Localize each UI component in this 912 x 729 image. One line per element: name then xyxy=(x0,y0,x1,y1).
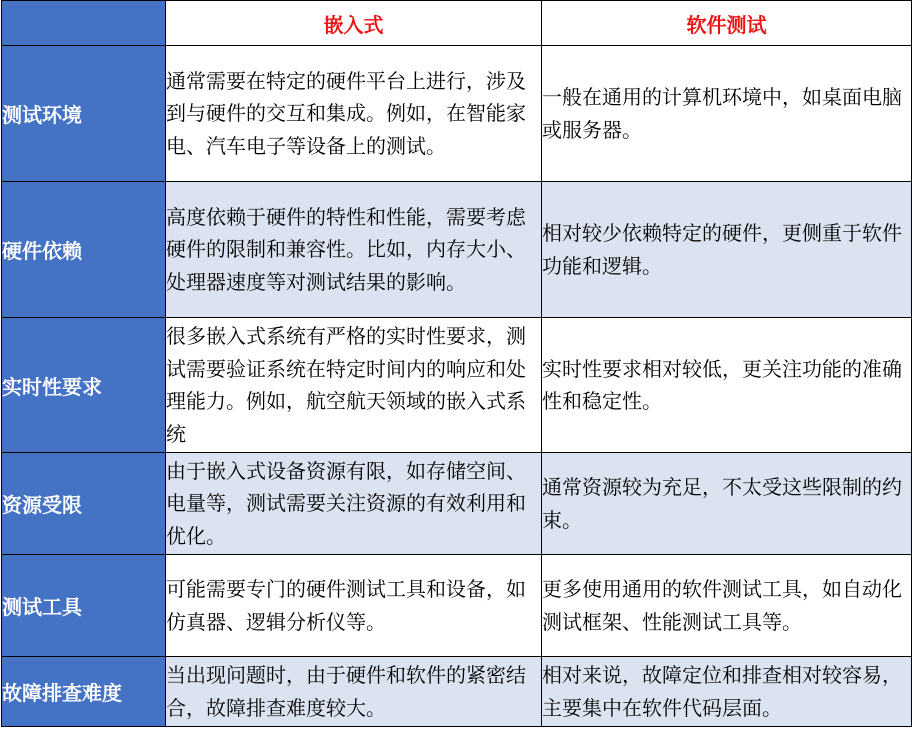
software-cell: 更多使用通用的软件测试工具，如自动化测试框架、性能测试工具等。 xyxy=(542,555,912,657)
row-test-environment xyxy=(2,46,912,182)
row-label: 测试环境 xyxy=(2,46,166,182)
software-cell: 相对较少依赖特定的硬件，更侧重于软件功能和逻辑。 xyxy=(542,182,912,318)
row-label: 测试工具 xyxy=(2,555,166,657)
row-resource-constraints xyxy=(2,453,912,555)
software-cell: 相对来说，故障定位和排查相对较容易，主要集中在软件代码层面。 xyxy=(542,657,912,727)
software-cell: 通常资源较为充足，不太受这些限制的约束。 xyxy=(542,453,912,555)
software-cell: 一般在通用的计算机环境中，如桌面电脑或服务器。 xyxy=(542,46,912,182)
row-troubleshooting-difficulty xyxy=(2,657,912,727)
header-corner-cell xyxy=(2,1,166,46)
embedded-cell: 高度依赖于硬件的特性和性能，需要考虑硬件的限制和兼容性。比如，内存大小、处理器速度等对测试结果的影响。 xyxy=(166,182,542,318)
row-realtime-requirement xyxy=(2,318,912,453)
embedded-cell: 当出现问题时，由于硬件和软件的紧密结合，故障排查难度较大。 xyxy=(166,657,542,727)
embedded-cell: 由于嵌入式设备资源有限，如存储空间、电量等，测试需要关注资源的有效利用和优化。 xyxy=(166,453,542,555)
row-hardware-dependency xyxy=(2,182,912,318)
header-row xyxy=(2,1,912,46)
header-software-testing: 软件测试 xyxy=(542,1,912,46)
embedded-cell: 很多嵌入式系统有严格的实时性要求，测试需要验证系统在特定时间内的响应和处理能力。例如，航空航天领域的嵌入式系统 xyxy=(166,318,542,453)
row-label: 故障排查难度 xyxy=(2,657,166,727)
embedded-cell: 可能需要专门的硬件测试工具和设备，如仿真器、逻辑分析仪等。 xyxy=(166,555,542,657)
embedded-cell: 通常需要在特定的硬件平台上进行，涉及到与硬件的交互和集成。例如，在智能家电、汽车电子等设备上的测试。 xyxy=(166,46,542,182)
header-embedded: 嵌入式 xyxy=(166,1,542,46)
row-label: 资源受限 xyxy=(2,453,166,555)
comparison-table xyxy=(1,0,912,727)
row-test-tools xyxy=(2,555,912,657)
row-label: 硬件依赖 xyxy=(2,182,166,318)
row-label: 实时性要求 xyxy=(2,318,166,453)
software-cell: 实时性要求相对较低，更关注功能的准确性和稳定性。 xyxy=(542,318,912,453)
